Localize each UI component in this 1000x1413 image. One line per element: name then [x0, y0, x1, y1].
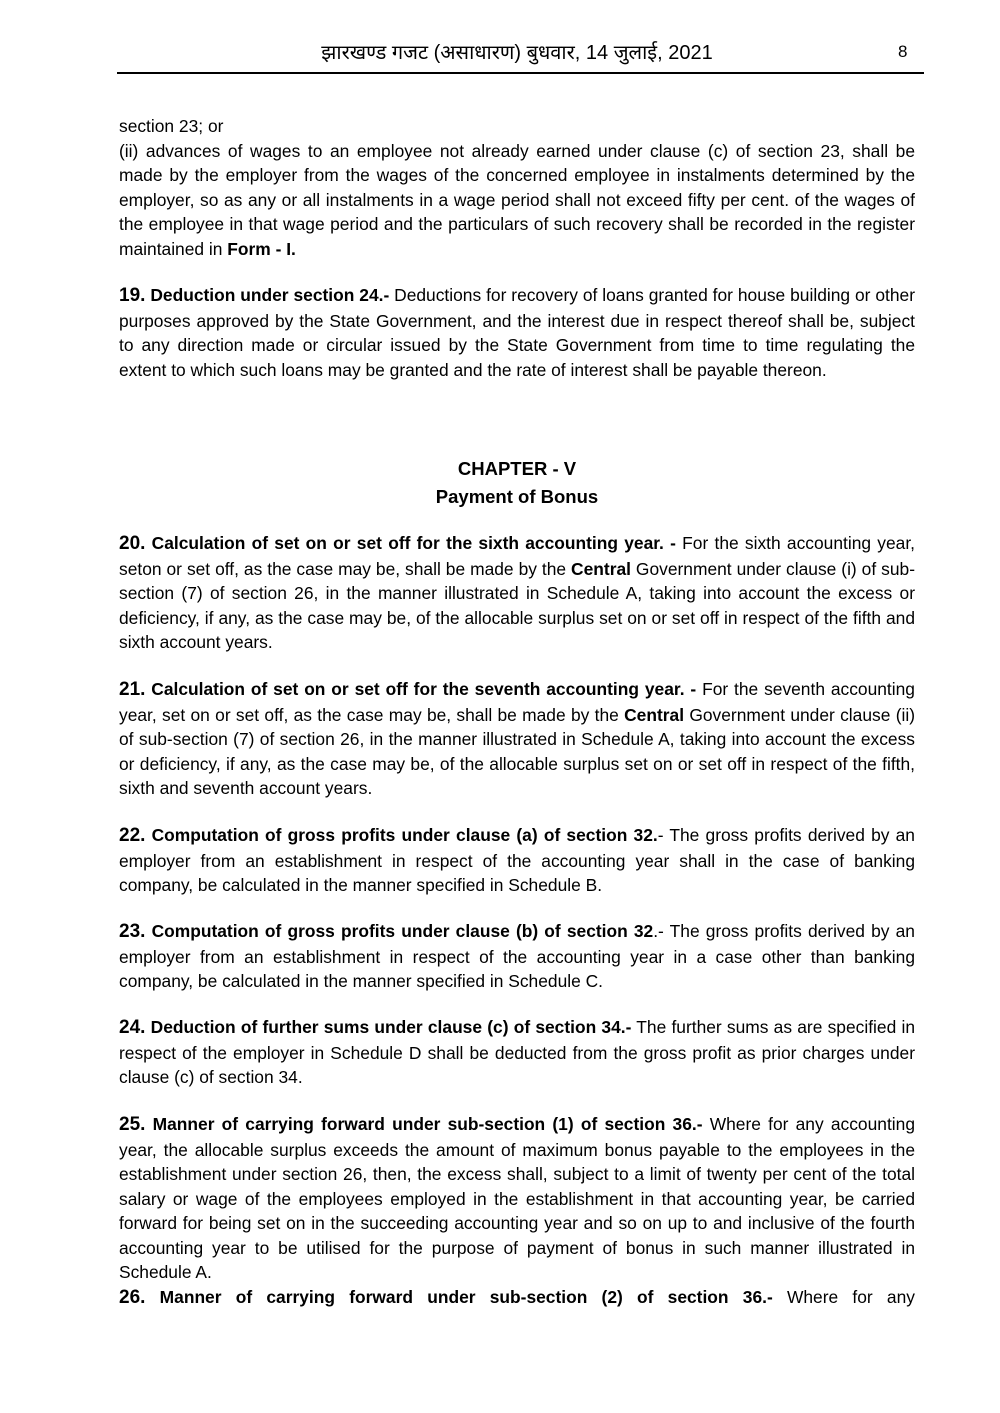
section-22 [119, 823, 915, 898]
section-number: 19. [119, 285, 146, 306]
section-25 [119, 1112, 915, 1285]
section-heading: Calculation of set on or set off for the sixth accounting year. - [151, 533, 676, 553]
gazette-title: झारखण्ड गजट (असाधारण) बुधवार, 14 जुलाई, 2021 [321, 42, 713, 64]
section-text: .- The gross profits derived by an employer from an establishment in respect of the accounting year in a case other than banking company, be calculated in the manner specified in Schedule C. [119, 921, 915, 991]
item-ii-form: Form - I. [227, 238, 296, 259]
item-ii-text: (ii) advances of wages to an employee not already earned under clause (c) of section 23, shall be made by the employer from the wages of the concerned employee in instalments determined by the employer, so as any or all instalments in a wage period shall not exceed fifty per cent. of the wages of the employee in that wage period and the particulars of such recovery shall be recorded in the register maintained in [119, 140, 915, 259]
page-number: 8 [898, 42, 908, 61]
section-text: For the sixth accounting year, seton or set off, as the case may be, shall be made by the [119, 533, 915, 579]
item-ii [119, 139, 915, 262]
intro-line: section 23; or [119, 116, 224, 136]
section-heading: Calculation of set on or set off for the seventh accounting year. - [151, 679, 697, 699]
section-text: - The gross profits derived by an employer from an establishment in respect of the accounting year shall in the case of banking company, be calculated in the manner specified in Schedule B. [119, 825, 915, 895]
section-number: 24. [119, 1017, 146, 1038]
section-text: Where for any accounting year, the allocable surplus exceeds the amount of maximum bonus payable to the employees in the establishment under section 26, then, the excess shall, subject to a limit of twenty per cent of the total salary or wage of the employees employed in the establishment in that accounting year, be carried forward for being set on in the succeeding accounting year and so on up to and inclusive of the fourth accounting year to be utilised for the purpose of payment of bonus in such manner illustrated in Schedule A. [119, 1114, 915, 1282]
section-text: Government under clause (ii) of sub-section (7) of section 26, in the manner illustrated in Schedule A, taking into account the excess or deficiency, if any, as the case may be, of the allocable surplus set on or set off in respect of the fifth, sixth and seventh account years. [119, 704, 916, 798]
section-number: 21. [119, 679, 146, 700]
page-header [0, 38, 1000, 68]
section-number: 23. [119, 921, 146, 942]
section-text: Deductions for recovery of loans granted for house building or other purposes approved by the State Government, and the interest due in respect thereof shall be, subject to any direction made or circular issued by the State Government from time to time regulating the extent to which such loans may be granted and the rate of interest shall be payable thereon. [119, 285, 916, 380]
section-number: 22. [119, 825, 146, 846]
section-bold: Central [571, 558, 631, 579]
section-text: Where for any [772, 1287, 915, 1307]
section-text: For the seventh accounting year, set on or set off, as the case may be, shall be made by the [119, 679, 915, 725]
section-heading: Deduction under section 24.- [150, 285, 390, 305]
section-text: Government under clause (i) of sub- section (7) of section 26, in the manner illustrated in Schedule A, taking into account the excess or deficiency, if any, as the case may be, of the allocable surplus set on or set off in respect of the fifth and sixth account years. [119, 558, 915, 652]
section-number: 25. [119, 1114, 146, 1135]
section-heading: Computation of gross profits under clause (b) of section 32 [151, 921, 654, 941]
section-heading: Manner of carrying forward under sub-section (1) of section 36.- [152, 1114, 703, 1134]
intro-paragraph [119, 114, 915, 261]
section-20 [119, 531, 915, 655]
chapter-title: CHAPTER - V [457, 458, 577, 479]
section-23 [119, 919, 915, 994]
chapter-subtitle: Payment of Bonus [435, 486, 599, 507]
section-26 [119, 1285, 915, 1311]
section-heading: Computation of gross profits under clause (a) of section 32. [151, 825, 658, 845]
section-number: 26. [119, 1287, 146, 1308]
section-bold: Central [624, 704, 685, 725]
section-number: 20. [119, 533, 146, 554]
section-21 [119, 677, 915, 801]
section-24 [119, 1015, 915, 1090]
section-heading: Deduction of further sums under clause (c) of section 34.- [150, 1017, 632, 1037]
header-rule [117, 72, 924, 74]
section-heading: Manner of carrying forward under sub-section (2) of section 36.- [159, 1287, 773, 1307]
section-19 [119, 283, 915, 382]
section-text: The further sums as are specified in respect of the employer in Schedule D shall be deducted from the gross profit as prior charges under clause (c) of section 34. [119, 1017, 915, 1087]
